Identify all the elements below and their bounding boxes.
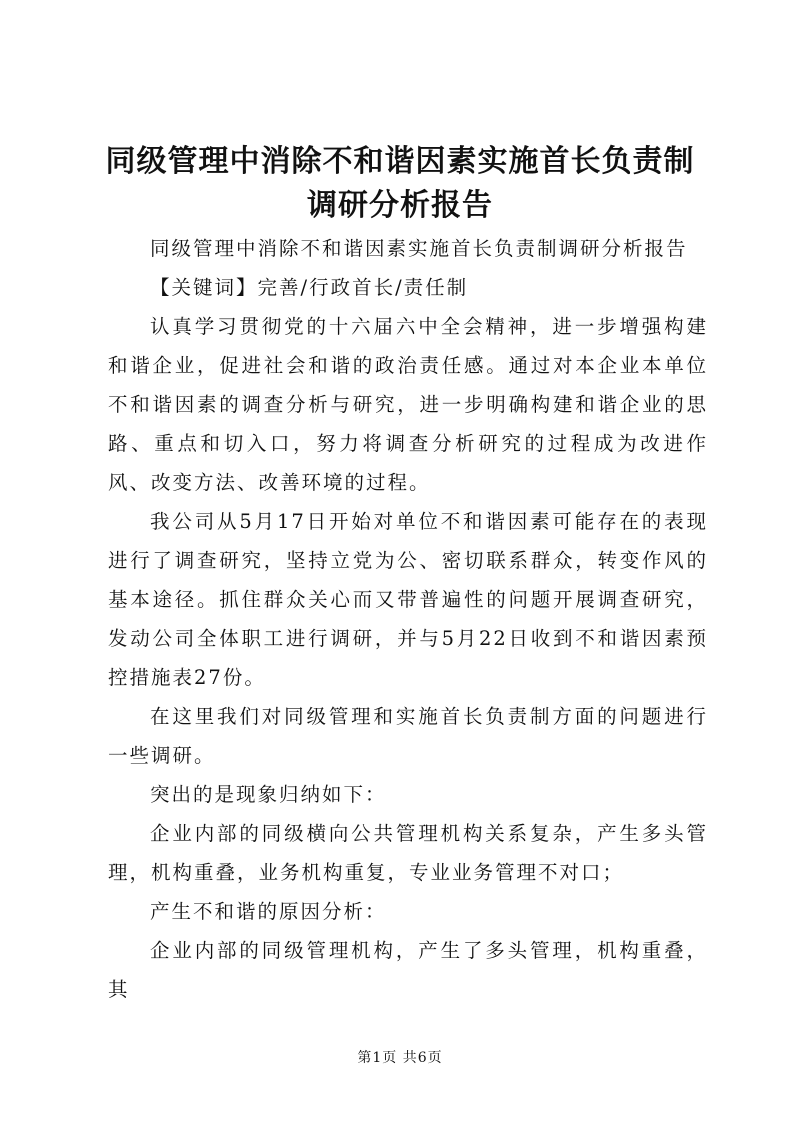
body-paragraph: 产生不和谐的原因分析： (150, 900, 387, 923)
body-paragraph: 企业内部的同级横向公共管理机构关系复杂，产生多头管理，机构重叠，业务机构重复，专业业务管理不对口； (108, 822, 708, 884)
document-title: 同级管理中消除不和谐因素实施首长负责制调研分析报告 (105, 144, 695, 223)
subtitle-paragraph: 同级管理中消除不和谐因素实施首长负责制调研分析报告 (150, 237, 688, 260)
body-paragraph: 我公司从5月17日开始对单位不和谐因素可能存在的表现进行了调查研究，坚持立党为公、密切联系群众，转变作风的基本途径。抓住群众关心而又带普遍性的问题开展调查研究，发动公司全体职工进行调研，并与5月22日收到不和谐因素预控措施表27份。 (108, 510, 708, 689)
keywords-paragraph: 【关键词】完善/行政首长/责任制 (150, 276, 469, 299)
body-paragraph: 企业内部的同级管理机构，产生了多头管理，机构重叠，其 (108, 939, 708, 1001)
body-paragraph: 在这里我们对同级管理和实施首长负责制方面的问题进行一些调研。 (108, 705, 708, 767)
document-body (108, 229, 708, 1009)
body-paragraph: 突出的是现象归纳如下： (150, 783, 387, 806)
page-number-footer: 第1页 共6页 (357, 1050, 443, 1066)
body-paragraph: 认真学习贯彻党的十六届六中全会精神，进一步增强构建和谐企业，促进社会和谐的政治责任感。通过对本企业本单位不和谐因素的调查分析与研究，进一步明确构建和谐企业的思路、重点和切入口，努力将调查分析研究的过程成为改进作风、改变方法、改善环境的过程。 (108, 315, 708, 494)
